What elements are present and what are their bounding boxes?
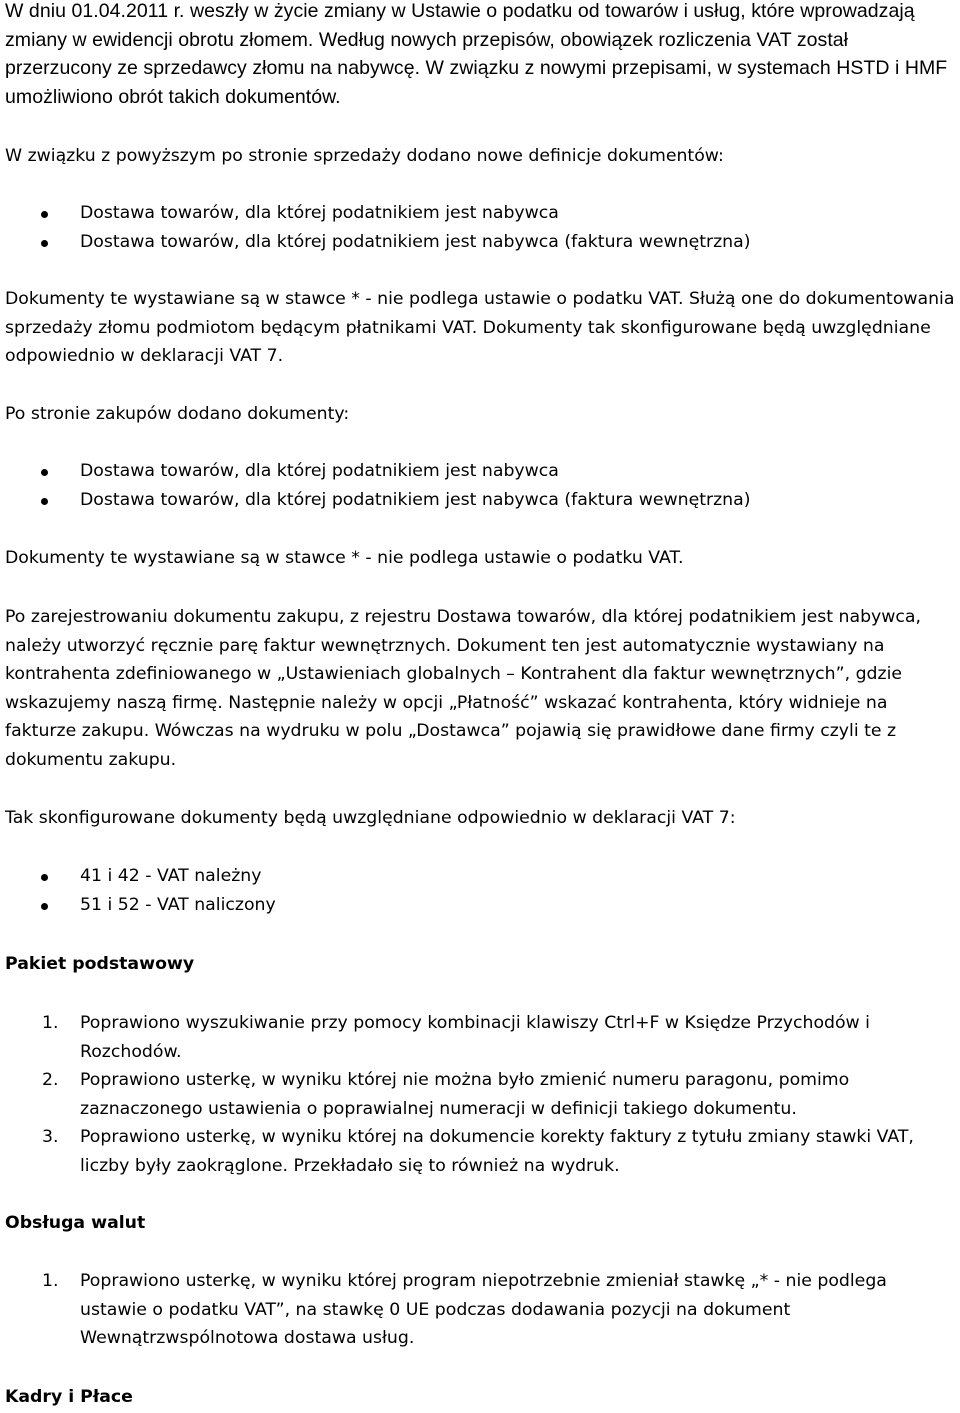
item-number: 1. (42, 1271, 59, 1291)
purchases-note: Dokumenty te wystawiane są w stawce * - nie podlega ustawie o podatku VAT. (5, 548, 684, 568)
item-number: 3. (42, 1127, 59, 1147)
sales-document-list (5, 199, 955, 256)
bullet-icon (41, 498, 48, 505)
section-heading-kadry: Kadry i Płace (5, 1387, 133, 1407)
list-item: Dostawa towarów, dla której podatnikiem jest nabywca (5, 199, 955, 228)
list-item: Dostawa towarów, dla której podatnikiem jest nabywca (faktura wewnętrzna) (5, 486, 955, 515)
sales-intro: W związku z powyższym po stronie sprzedaży dodano nowe definicje dokumentów: (5, 146, 724, 166)
registration-paragraph: Po zarejestrowaniu dokumentu zakupu, z rejestru Dostawa towarów, dla której podatnikiem jest nabywca, należy utworzyć ręcznie parę faktur wewnętrznych. Dokument ten jest automatycznie wystawiany na kontrahenta zdefiniowanego w „Ustawieniach globalnych – Kontrahent dla faktur wewnętrznych”, gdzie wskazujemy naszą firmę. Następnie należy w opcji „Płatność” wskazać kontrahenta, który widnieje na fakturze zakupu. Wówczas na wydruku w polu „Dostawca” pojawią się prawidłowe dane firmy czyli te z dokumentu zakupu. (5, 607, 921, 770)
pakiet-list (5, 1009, 955, 1180)
section-heading-waluty: Obsługa walut (5, 1213, 146, 1233)
intro-paragraph: W dniu 01.04.2011 r. weszły w życie zmiany w Ustawie o podatku od towarów i usług, które wprowadzają zmiany w ewidencji obrotu złomem. Według nowych przepisów, obowiązek rozliczenia VAT został przerzucony ze sprzedawcy złomu na nabywcę. W związku z nowymi przepisami, w systemach HSTD i HMF umożliwiono obrót takich dokumentów. (5, 0, 948, 108)
item-number: 2. (42, 1070, 59, 1090)
list-item: 51 i 52 - VAT naliczony (5, 891, 955, 920)
list-item: 2. Poprawiono usterkę, w wyniku której nie można było zmienić numeru paragonu, pomimo zaznaczonego ustawienia o poprawialnej numeracji w definicji takiego dokumentu. (5, 1066, 955, 1123)
sales-note: Dokumenty te wystawiane są w stawce * - nie podlega ustawie o podatku VAT. Służą one do dokumentowania sprzedaży złomu podmiotom będącym płatnikami VAT. Dokumenty tak skonfigurowane będą uwzględniane odpowiednio w deklaracji VAT 7. (5, 289, 955, 366)
list-item: Dostawa towarów, dla której podatnikiem jest nabywca (5, 457, 955, 486)
bullet-icon (41, 469, 48, 476)
vat7-intro: Tak skonfigurowane dokumenty będą uwzględniane odpowiednio w deklaracji VAT 7: (5, 808, 736, 828)
section-heading-pakiet: Pakiet podstawowy (5, 954, 195, 974)
bullet-icon (41, 903, 48, 910)
list-item: Dostawa towarów, dla której podatnikiem jest nabywca (faktura wewnętrzna) (5, 228, 955, 257)
list-item: 41 i 42 - VAT należny (5, 862, 955, 891)
item-number: 1. (42, 1013, 59, 1033)
vat7-list (5, 862, 955, 919)
purchases-document-list (5, 457, 955, 514)
list-item: 1. Poprawiono wyszukiwanie przy pomocy kombinacji klawiszy Ctrl+F w Księdze Przychodów i Rozchodów. (5, 1009, 955, 1066)
bullet-icon (41, 874, 48, 881)
purchases-intro: Po stronie zakupów dodano dokumenty: (5, 404, 350, 424)
list-item: 3. Poprawiono usterkę, w wyniku której na dokumencie korekty faktury z tytułu zmiany stawki VAT, liczby były zaokrąglone. Przekładało się to również na wydruk. (5, 1123, 955, 1180)
waluty-list (5, 1267, 955, 1353)
bullet-icon (41, 240, 48, 247)
bullet-icon (41, 211, 48, 218)
list-item: 1. Poprawiono usterkę, w wyniku której program niepotrzebnie zmieniał stawkę „* - nie podlega ustawie o podatku VAT”, na stawkę 0 UE podczas dodawania pozycji na dokument Wewnątrzwspólnotowa dostawa usług. (5, 1267, 955, 1353)
